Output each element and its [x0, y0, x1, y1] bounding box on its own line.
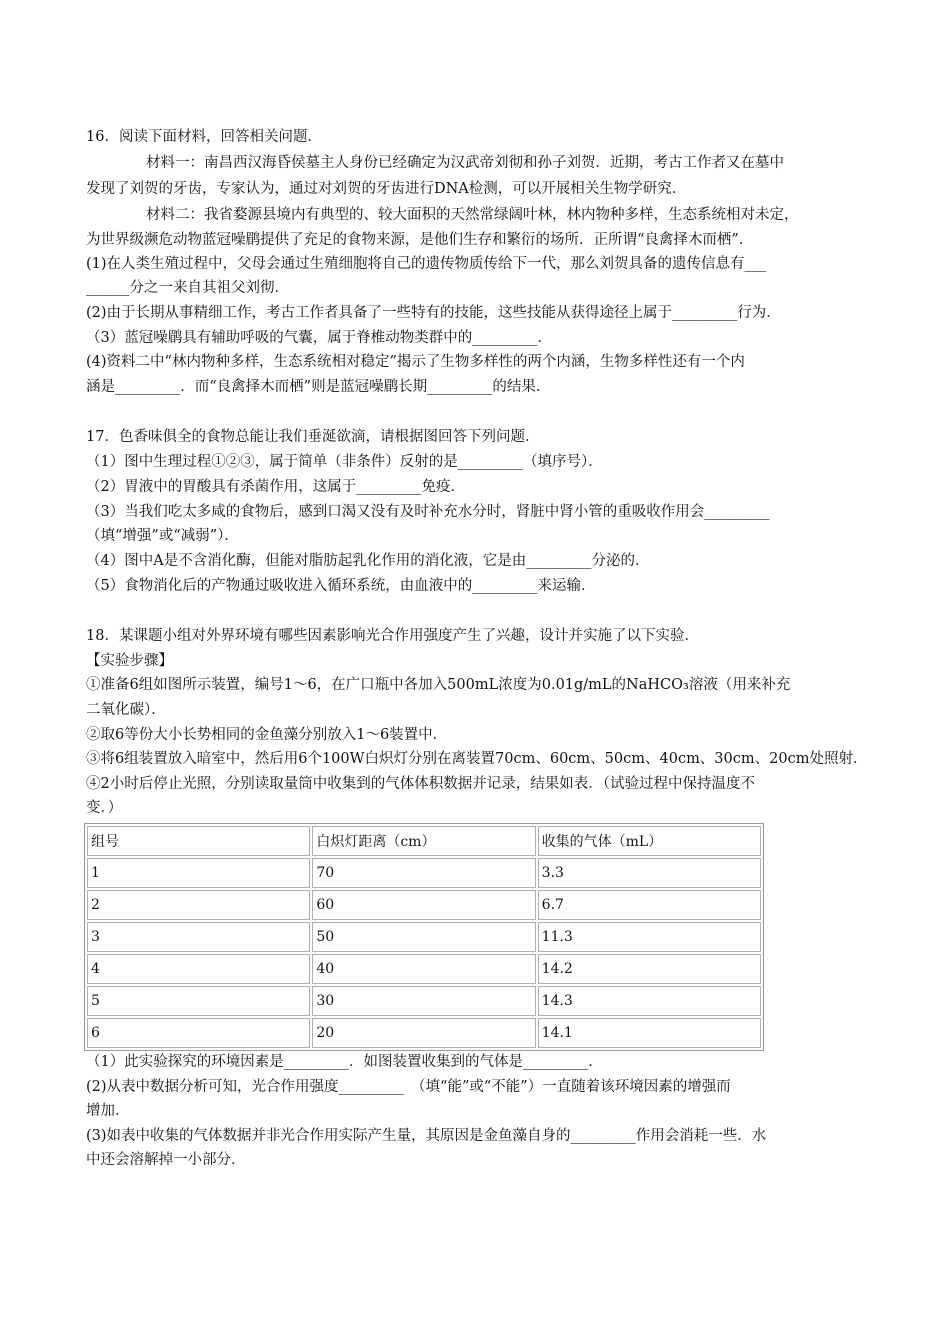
table-cell: 3.3	[538, 858, 761, 888]
q16-material2-line2: 为世界级濒危动物蓝冠噪鹛提供了充足的食物来源，是他们生存和繁衍的场所．正所谓“良禽择木而栖”．	[86, 232, 754, 248]
table-cell: 2	[87, 890, 310, 920]
q18-step3: ③将6组装置放入暗室中，然后用6个100W白炽灯分别在离装置70cm、60cm、50cm、40cm、30cm、20cm处照射．	[86, 751, 868, 767]
q17-part3-line1: （3）当我们吃太多咸的食物后，感到口渴又没有及时补充水分时，肾脏中肾小管的重吸收作用会_________	[86, 504, 770, 520]
table-cell: 14.3	[538, 986, 761, 1016]
table-cell: 20	[312, 1018, 535, 1048]
table-row	[87, 922, 761, 952]
q18-step1-line2: 二氧化碳）．	[86, 702, 166, 718]
q17-part2: （2）胃液中的胃酸具有杀菌作用，这属于_________免疫．	[86, 479, 465, 495]
q18-part3-line2: 中还会溶解掉一小部分．	[86, 1152, 246, 1168]
q16-material2-line1: 材料二：我省婺源县境内有典型的、较大面积的天然常绿阔叶林，林内物种多样，生态系统相对未定，	[146, 207, 799, 223]
q18-part2-line1: (2)从表中数据分析可知，光合作用强度_________ （填“能”或“不能”）一直随着该环境因素的增强而	[86, 1079, 731, 1095]
q18-step4-line1: ④2小时后停止光照，分别读取量筒中收集到的气体体积数据并记录，结果如表．（试验过程中保持温度不	[86, 776, 755, 792]
q16-part1-line1: (1)在人类生殖过程中，父母会通过生殖细胞将自己的遗传物质传给下一代，那么刘贺具备的遗传信息有___	[86, 256, 767, 272]
table-row	[87, 858, 761, 888]
header-cell-group: 组号	[87, 826, 310, 856]
table-cell: 4	[87, 954, 310, 984]
q16-part2: (2)由于长期从事精细工作，考古工作者具备了一些特有的技能，这些技能从获得途径上属于_________行为．	[86, 305, 781, 321]
q18-title: 18．某课题小组对外界环境有哪些因素影响光合作用强度产生了兴趣，设计并实施了以下实验．	[86, 628, 699, 644]
q16-material1-line1: 材料一：南昌西汉海昏侯墓主人身份已经确定为汉武帝刘彻和孙子刘贺．近期，考古工作者又在墓中	[146, 155, 784, 171]
table-cell: 70	[312, 858, 535, 888]
q16-title: 16．阅读下面材料，回答相关问题．	[86, 129, 322, 145]
table-cell: 5	[87, 986, 310, 1016]
table-cell: 1	[87, 858, 310, 888]
q18-step1-line1: ①准备6组如图所示装置，编号1～6，在广口瓶中各加入500mL浓度为0.01g/mL的NaHCO₃溶液（用来补充	[86, 677, 791, 693]
results-table	[84, 823, 764, 1051]
q18-steps-header: 【实验步骤】	[86, 653, 173, 669]
q16-part1-line2: ______分之一来自其祖父刘彻．	[86, 280, 289, 296]
table-cell: 30	[312, 986, 535, 1016]
q17-title: 17．色香味俱全的食物总能让我们垂涎欲滴，请根据图回答下列问题．	[86, 429, 540, 445]
table-cell: 14.1	[538, 1018, 761, 1048]
table-row	[87, 1018, 761, 1048]
q18-step2: ②取6等份大小长势相同的金鱼藻分别放入1～6装置中．	[86, 727, 448, 743]
q17-part1: （1）图中生理过程①②③，属于简单（非条件）反射的是_________（填序号）．	[86, 454, 603, 470]
table-cell: 50	[312, 922, 535, 952]
q16-material1-line2: 发现了刘贺的牙齿，专家认为，通过对刘贺的牙齿进行DNA检测，可以开展相关生物学研究．	[86, 181, 687, 197]
header-cell-gas: 收集的气体（mL）	[538, 826, 761, 856]
q18-part3-line1: (3)如表中收集的气体数据并非光合作用实际产生量，其原因是金鱼藻自身的_________作用会消耗一些．水	[86, 1128, 767, 1144]
q18-step4-line2: 变．）	[86, 800, 123, 816]
q16-part3: （3）蓝冠噪鹛具有辅助呼吸的气囊，属于脊椎动物类群中的_________．	[86, 330, 552, 346]
q16-part4-line1: (4)资料二中“林内物种多样，生态系统相对稳定”揭示了生物多样性的两个内涵，生物多样性还有一个内	[86, 354, 745, 370]
q17-part4: （4）图中A是不含消化酶，但能对脂肪起乳化作用的消化液，它是由_________分泌的．	[86, 553, 650, 569]
header-cell-distance: 白炽灯距离（cm）	[312, 826, 535, 856]
q17-part5: （5）食物消化后的产物通过吸收进入循环系统，由血液中的_________来运输．	[86, 578, 596, 594]
table-cell: 6.7	[538, 890, 761, 920]
table-cell: 6	[87, 1018, 310, 1048]
q17-part3-line2: （填“增强”或“减弱”）．	[86, 528, 239, 544]
table-cell: 14.2	[538, 954, 761, 984]
table-cell: 3	[87, 922, 310, 952]
table-row	[87, 890, 761, 920]
q18-part2-line2: 增加．	[86, 1103, 130, 1119]
table-row	[87, 986, 761, 1016]
table-cell: 60	[312, 890, 535, 920]
q18-part1: （1）此实验探究的环境因素是_________．如图装置收集到的气体是_________．	[86, 1054, 603, 1070]
q16-part4-line2: 涵是_________．而“良禽择木而栖”则是蓝冠噪鹛长期_________的结果．	[86, 379, 551, 395]
table-cell: 40	[312, 954, 535, 984]
table-header-row	[87, 826, 761, 856]
table-cell: 11.3	[538, 922, 761, 952]
table-row	[87, 954, 761, 984]
